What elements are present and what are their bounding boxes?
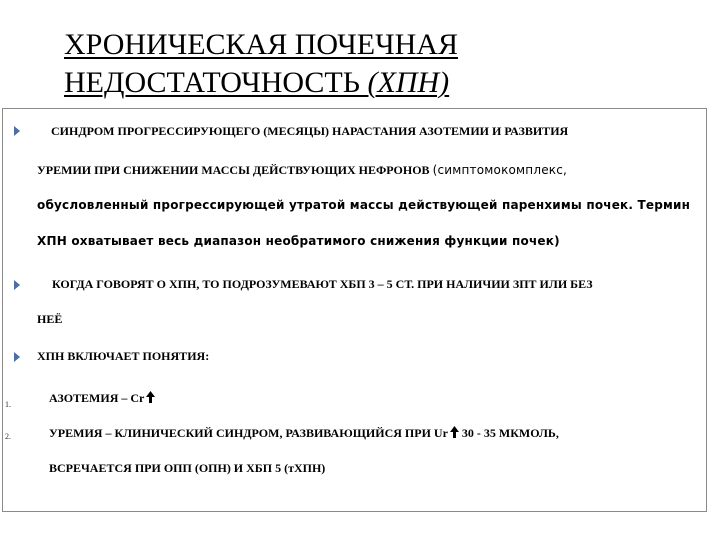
bullet-1-line-2-normal: (симптомокомплекс,	[432, 163, 568, 177]
numbered-item-1-text: АЗОТЕМИЯ – Cr	[49, 391, 145, 405]
up-arrow-icon	[450, 426, 459, 438]
triangle-bullet-icon	[14, 352, 20, 362]
title-line-2	[64, 64, 684, 102]
bullet-2-line-2: НЕЁ	[37, 312, 63, 326]
bullet-1-line-3: обусловленный прогрессирующей утратой массы действующей паренхимы почек. Термин	[37, 198, 691, 212]
bullet-1-line-2-bold: УРЕМИИ ПРИ СНИЖЕНИИ МАССЫ ДЕЙСТВУЮЩИХ НЕФРОНОВ	[37, 163, 433, 177]
triangle-bullet-icon	[14, 280, 20, 290]
bullet-1-line-2	[37, 163, 567, 178]
bullet-3-line-1: ХПН ВКЛЮЧАЕТ ПОНЯТИЯ:	[37, 349, 210, 363]
bullet-1-line-4: ХПН охватывает весь диапазон необратимого снижения функции почек)	[37, 234, 560, 248]
bullet-1-line-1: СИНДРОМ ПРОГРЕССИРУЮЩЕГО (МЕСЯЦЫ) НАРАСТАНИЯ АЗОТЕМИИ И РАЗВИТИЯ	[51, 124, 569, 138]
title-line-2-text: НЕДОСТАТОЧНОСТЬ	[64, 66, 368, 99]
bullet-2-line-1: КОГДА ГОВОРЯТ О ХПН, ТО ПОДРОЗУМЕВАЮТ ХБП 3 – 5 СТ. ПРИ НАЛИЧИИ ЗПТ ИЛИ БЕЗ	[52, 277, 593, 291]
title-abbreviation: (ХПН)	[367, 66, 450, 99]
list-number-1: 1.	[5, 400, 11, 409]
numbered-item-2	[49, 426, 559, 441]
numbered-item-2-text-before: УРЕМИЯ – КЛИНИЧЕСКИЙ СИНДРОМ, РАЗВИВАЮЩИЙСЯ ПРИ Ur	[49, 426, 448, 440]
list-number-2: 2.	[5, 432, 11, 441]
numbered-item-2-continuation: ВСРЕЧАЕТСЯ ПРИ ОПП (ОПН) И ХБП 5 (тХПН)	[49, 461, 326, 475]
slide-title	[64, 26, 684, 102]
numbered-item-2-text-after: 30 - 35 МКМОЛЬ,	[458, 426, 559, 440]
up-arrow-icon	[146, 391, 155, 403]
title-line-1: ХРОНИЧЕСКАЯ ПОЧЕЧНАЯ	[64, 28, 458, 61]
triangle-bullet-icon	[14, 126, 20, 136]
numbered-item-1	[49, 391, 155, 406]
